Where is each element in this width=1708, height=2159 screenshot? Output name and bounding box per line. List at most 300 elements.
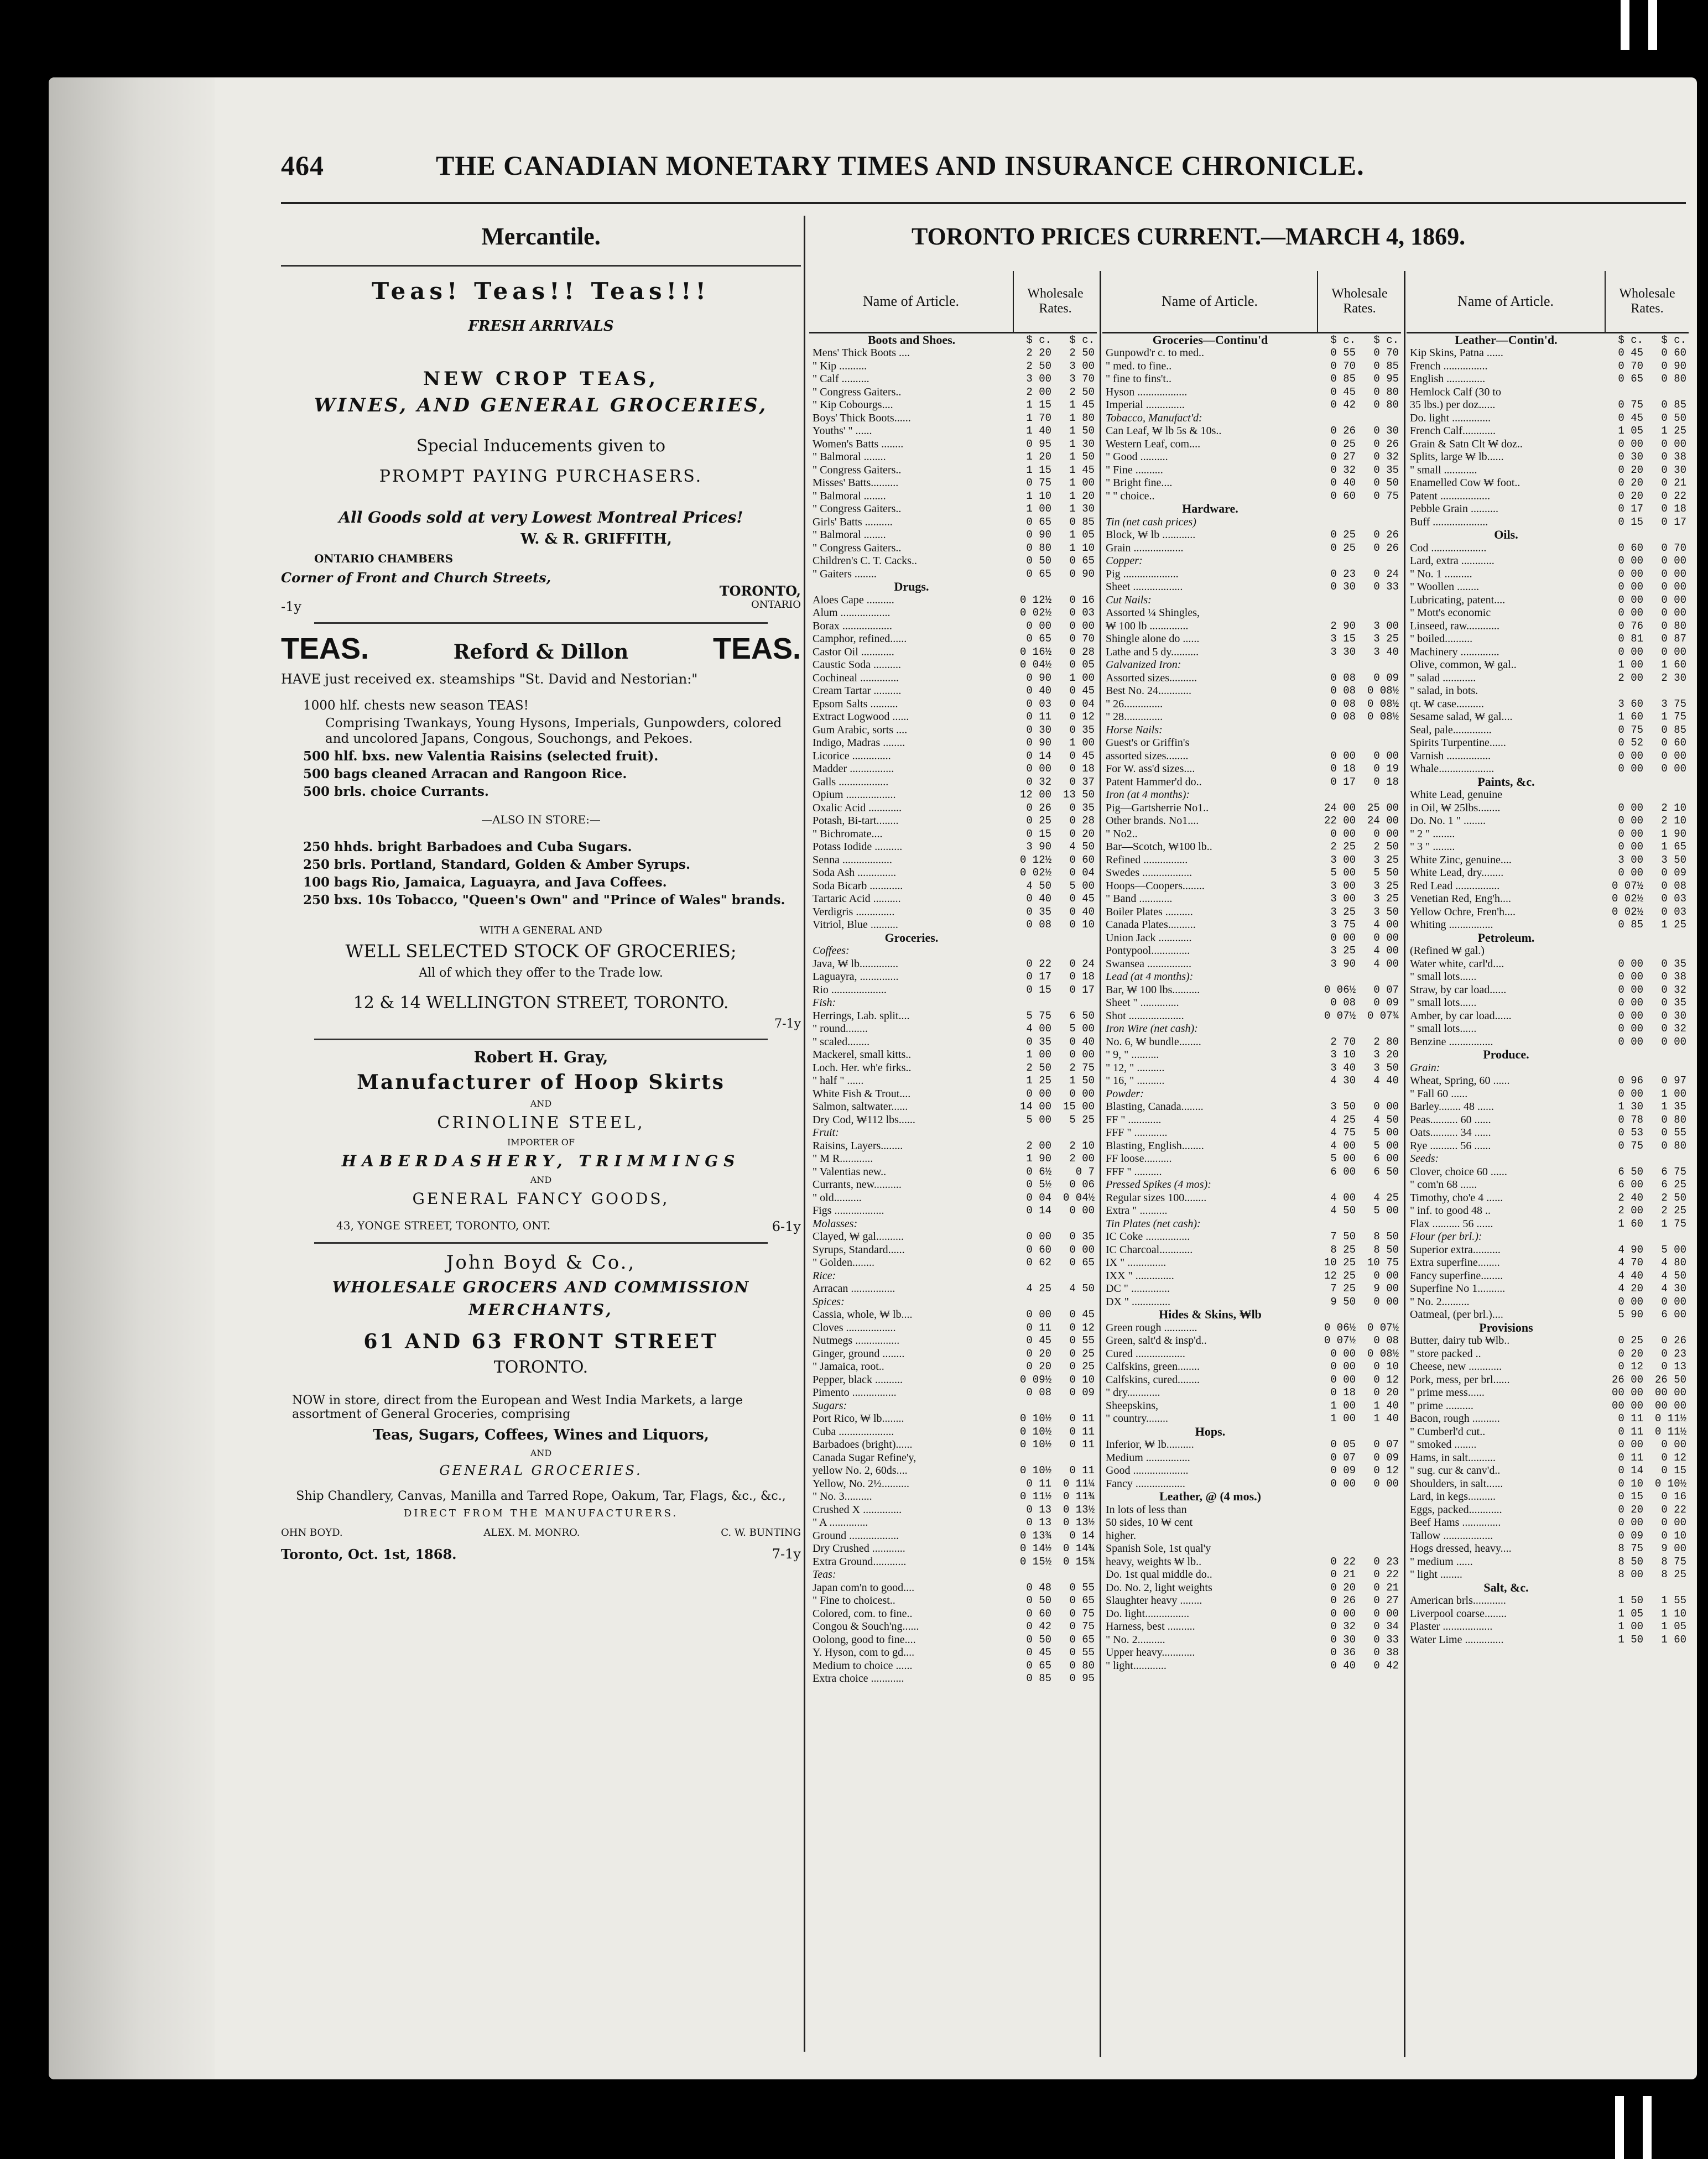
article-name: Hogs dressed, heavy.... — [1410, 1542, 1512, 1555]
price-row — [809, 1373, 1097, 1386]
price-row — [809, 1009, 1097, 1023]
price-row — [1102, 1101, 1401, 1114]
article-name: Tallow .................. — [1410, 1529, 1493, 1542]
article-name: Sheet " .............. — [1106, 997, 1179, 1009]
article-name: Peas.......... 60 ...... — [1410, 1113, 1491, 1126]
article-name: Wheat, Spring, 60 ...... — [1410, 1075, 1510, 1087]
article-name: Guest's or Griffin's — [1106, 737, 1190, 749]
ad4-street: 61 AND 63 FRONT STREET — [363, 1330, 718, 1353]
rate-low: 0 50 — [1026, 555, 1051, 567]
rate-high: 0 75 — [1069, 1620, 1095, 1633]
rate-high: 0 12 — [1069, 1321, 1095, 1334]
price-row — [809, 971, 1097, 984]
article-name: " Kip .......... — [813, 359, 867, 372]
article-name: Cloves .................. — [813, 1321, 896, 1334]
ad1-line5: All Goods sold at very Lowest Montreal Prices! — [339, 508, 743, 526]
rate-low: 0 08 — [1330, 997, 1356, 1009]
rate-low: 0 60 — [1026, 1607, 1051, 1620]
article-name: " 9, " .......... — [1106, 1049, 1159, 1061]
ad4-direct: DIRECT FROM THE MANUFACTURERS. — [403, 1508, 679, 1519]
rate-low: 0 07½ — [1324, 1334, 1356, 1347]
article-name: Whale.................... — [1410, 763, 1494, 775]
price-row — [1102, 671, 1401, 685]
rate-high: 1 35 — [1661, 1101, 1686, 1113]
ad2-item: Comprising Twankays, Young Hysons, Imperials, Gunpowders, colored and uncolored Japans, Congous, Souchongs, and Pekoes. — [325, 716, 782, 746]
rate-low: 0 08 — [1026, 919, 1051, 931]
rate-high: 0 22 — [1661, 489, 1686, 502]
rate-low: 1 50 — [1618, 1633, 1643, 1646]
rate-high: 0 65 — [1069, 555, 1095, 567]
price-row — [809, 593, 1097, 607]
rate-high: 1 30 — [1069, 437, 1095, 450]
price-row — [1102, 1659, 1401, 1672]
article-name: Soda Ash .............. — [813, 867, 897, 879]
rate-high: 0 85 — [1661, 399, 1686, 411]
article-name: " 2 " ........ — [1410, 827, 1455, 840]
article-name: Union Jack ............ — [1106, 931, 1192, 944]
rate-high: 3 25 — [1373, 853, 1399, 866]
price-row — [1407, 1191, 1689, 1204]
rate-high: 0 00 — [1661, 1516, 1686, 1529]
rate-low: 0 26 — [1330, 425, 1356, 437]
rate-high: 0 00 — [1661, 581, 1686, 593]
rate-high: 0 55 — [1069, 1581, 1095, 1594]
article-name: Pig .................... — [1106, 567, 1179, 580]
rate-low: 6 00 — [1330, 1165, 1356, 1178]
rate-low: 0 65 — [1026, 633, 1051, 645]
rate-low: 0 00 — [1330, 1477, 1356, 1490]
article-name: Indigo, Madras ........ — [813, 737, 905, 749]
article-name: Linseed, raw............ — [1410, 619, 1499, 632]
ad4-partner: C. W. BUNTING — [721, 1527, 801, 1539]
article-name: Y. Hyson, com to gd.... — [813, 1646, 915, 1659]
rate-high: 0 05 — [1069, 659, 1095, 671]
price-row — [809, 919, 1097, 932]
ad4-ship: Ship Chandlery, Canvas, Manilla and Tarred Rope, Oakum, Tar, Flags, &c., &c., — [296, 1489, 786, 1503]
rate-high: 0 40 — [1069, 905, 1095, 918]
price-row — [809, 1049, 1097, 1062]
prices-column-2 — [1102, 271, 1401, 2079]
rate-high: 0 10 — [1069, 1373, 1095, 1386]
rate-high: 0 00 — [1373, 1477, 1399, 1490]
rate-low: 9 50 — [1330, 1295, 1356, 1308]
rate-high: 3 50 — [1661, 853, 1686, 866]
price-row — [1102, 957, 1401, 971]
ad1-line2: WINES, AND GENERAL GROCERIES, — [314, 394, 768, 416]
rate-high: 0 35 — [1661, 957, 1686, 970]
rate-low: 0 08 — [1026, 1386, 1051, 1399]
price-row — [1407, 1568, 1689, 1582]
rate-low: 1 00 — [1618, 659, 1643, 671]
price-row — [1407, 1282, 1689, 1296]
rate-low: 4 50 — [1026, 879, 1051, 892]
price-row — [809, 645, 1097, 659]
price-row — [1102, 1503, 1401, 1516]
price-row — [1407, 997, 1689, 1010]
article-name: " small lots...... — [1410, 1023, 1477, 1035]
rate-high: 0 03 — [1661, 905, 1686, 918]
article-name: Spirits Turpentine...... — [1410, 737, 1506, 749]
price-row — [1407, 1243, 1689, 1256]
price-row — [809, 463, 1097, 477]
rate-high: 0 65 — [1069, 1256, 1095, 1269]
price-row — [1407, 1035, 1689, 1049]
rate-low: 0 70 — [1330, 359, 1356, 372]
price-row — [1102, 1009, 1401, 1023]
rate-high: 0 00 — [1661, 645, 1686, 658]
article-name: " light............ — [1106, 1659, 1167, 1672]
article-name: Blasting, English........ — [1106, 1139, 1204, 1152]
article-name: In lots of less than — [1106, 1503, 1187, 1516]
rate-high: 0 00 — [1373, 749, 1399, 762]
rate-low: 0 42 — [1026, 1620, 1051, 1633]
rate-low: 0 85 — [1618, 919, 1643, 931]
rate-low: 0 03 — [1026, 697, 1051, 710]
rate-low: 0 00 — [1330, 1360, 1356, 1373]
rate-low: 1 40 — [1026, 425, 1051, 437]
rate-low: 0 00 — [1618, 567, 1643, 580]
article-name: Currants, new.......... — [813, 1178, 902, 1191]
rate-low: 0 90 — [1026, 737, 1051, 749]
rate-low: 0 17 — [1330, 775, 1356, 788]
article-name: Caustic Soda .......... — [813, 659, 901, 671]
rate-low: 0 20 — [1026, 1347, 1051, 1360]
rate-high: 2 10 — [1069, 1139, 1095, 1152]
article-name: Spanish Sole, 1st qual'y — [1106, 1542, 1211, 1555]
article-name: Block, ₩ lb ............ — [1106, 529, 1196, 541]
rate-high: 0 65 — [1069, 1633, 1095, 1646]
article-name: Verdigris .............. — [813, 905, 895, 918]
price-row — [1407, 541, 1689, 555]
article-name: Assorted ¼ Shingles, — [1106, 607, 1200, 619]
price-row — [809, 1412, 1097, 1426]
rate-low: 0 00 — [1618, 827, 1643, 840]
rate-low: 0 06½ — [1324, 1321, 1356, 1334]
price-row — [1102, 1152, 1401, 1166]
rate-high: 2 75 — [1069, 1061, 1095, 1074]
price-row — [1407, 437, 1689, 451]
article-name: Benzine ................ — [1410, 1035, 1493, 1048]
price-row — [1102, 437, 1401, 451]
price-row — [809, 1529, 1097, 1542]
price-row — [1102, 541, 1401, 555]
article-name: Extra " .......... — [1106, 1204, 1168, 1217]
rate-low: 1 15 — [1026, 463, 1051, 476]
price-row — [809, 957, 1097, 971]
rate-low: 3 50 — [1330, 1101, 1356, 1113]
price-subheading — [809, 1568, 1097, 1582]
rate-high: 8 50 — [1373, 1230, 1399, 1243]
rate-high: 1 25 — [1661, 425, 1686, 437]
rate-low: 0 17 — [1618, 503, 1643, 515]
article-name: Castor Oil ............ — [813, 645, 894, 658]
rate-low: 0 90 — [1026, 529, 1051, 541]
article-name: Inferior, ₩ lb.......... — [1106, 1438, 1194, 1451]
rate-low: 0 00 — [1618, 983, 1643, 996]
article-name: Teas: — [813, 1568, 836, 1581]
rate-low: 0 00 — [1330, 1347, 1356, 1360]
price-row — [1102, 685, 1401, 698]
price-row — [1102, 1464, 1401, 1478]
ad4-gen: GENERAL GROCERIES. — [439, 1463, 643, 1478]
rate-low: 1 20 — [1026, 451, 1051, 463]
column-header — [1102, 271, 1401, 333]
rate-low: 0 81 — [1618, 633, 1643, 645]
article-name: IXX " .............. — [1106, 1269, 1174, 1282]
rate-low: 0 21 — [1330, 1568, 1356, 1581]
article-name: Boys' Thick Boots...... — [813, 411, 911, 424]
article-name: Cut Nails: — [1106, 593, 1152, 606]
rate-high: 0 00 — [1373, 827, 1399, 840]
rate-high: 2 30 — [1661, 671, 1686, 684]
rate-low: 0 65 — [1026, 1659, 1051, 1672]
mercantile-column — [281, 216, 801, 2041]
ad3-name: Robert H. Gray, — [473, 1048, 608, 1066]
rate-low: 0 00 — [1330, 931, 1356, 944]
price-row — [809, 815, 1097, 828]
ad1-addr1: ONTARIO CHAMBERS — [314, 552, 454, 565]
rate-low: 1 00 — [1618, 1620, 1643, 1633]
rate-high: 0 33 — [1373, 1633, 1399, 1646]
rate-high: 2 10 — [1661, 801, 1686, 814]
article-name: Harness, best .......... — [1106, 1620, 1195, 1633]
article-name: " prime mess...... — [1410, 1386, 1485, 1399]
rate-high: 0 10½ — [1654, 1477, 1686, 1490]
article-name: Do. 1st qual middle do.. — [1106, 1568, 1212, 1581]
rate-high: 1 65 — [1661, 841, 1686, 853]
ad3-title: Manufacturer of Hoop Skirts — [357, 1071, 725, 1094]
price-row — [1407, 645, 1689, 659]
rate-high: 1 55 — [1661, 1594, 1686, 1607]
newspaper-page — [49, 77, 1697, 2079]
rate-low: 0 75 — [1026, 477, 1051, 489]
price-row — [809, 515, 1097, 529]
article-name: Tobacco, Manufact'd: — [1106, 411, 1202, 424]
price-row — [1102, 1542, 1401, 1556]
price-row — [1407, 593, 1689, 607]
rate-high: 0 00 — [1373, 1269, 1399, 1282]
price-row — [1407, 1477, 1689, 1490]
rate-high: 0 03 — [1661, 893, 1686, 905]
article-name: Fancy superfine........ — [1410, 1269, 1503, 1282]
article-name: " salad, in bots. — [1410, 685, 1478, 697]
rate-low: 0 15 — [1026, 983, 1051, 996]
rate-high: 0 04 — [1069, 697, 1095, 710]
article-name: Grain & Satn Clt ₩ doz.. — [1410, 437, 1523, 450]
article-name: Soda Bicarb ............ — [813, 879, 903, 892]
column-header — [1407, 271, 1689, 333]
rate-high: 0 38 — [1373, 1646, 1399, 1659]
article-name: Upper heavy............ — [1106, 1646, 1195, 1659]
rate-low: 0 11 — [1618, 1451, 1643, 1464]
rate-low: 2 50 — [1026, 1061, 1051, 1074]
rate-high: 0 38 — [1661, 451, 1686, 463]
article-name: Flour (per brl.): — [1410, 1230, 1482, 1243]
price-subheading — [1102, 1217, 1401, 1230]
rate-high: 0 07 — [1373, 1438, 1399, 1451]
rate-low: 1 60 — [1618, 711, 1643, 723]
rate-low: 0 07½ — [1324, 1009, 1356, 1022]
price-row — [1407, 853, 1689, 867]
price-row — [809, 763, 1097, 776]
rate-low: 0 08 — [1330, 671, 1356, 684]
article-name: Cuba .................... — [813, 1425, 894, 1438]
rate-high: 0 90 — [1069, 567, 1095, 580]
rate-low: 0 96 — [1618, 1075, 1643, 1087]
rate-low: 0 75 — [1618, 399, 1643, 411]
ad2-firm: Reford & Dillon — [453, 640, 629, 664]
price-row — [1102, 1127, 1401, 1140]
rate-high: 0 00 — [1069, 1243, 1095, 1256]
price-row — [1102, 749, 1401, 763]
price-row — [809, 1438, 1097, 1452]
rate-low: 0 52 — [1618, 737, 1643, 749]
rate-high: 0 80 — [1661, 1113, 1686, 1126]
price-row — [809, 1101, 1097, 1114]
rate-high: 0 60 — [1069, 853, 1095, 866]
article-name: Epsom Salts .......... — [813, 697, 898, 710]
price-row — [809, 1334, 1097, 1348]
article-name: Tin Plates (net cash): — [1106, 1217, 1201, 1230]
rate-high: 5 00 — [1373, 1204, 1399, 1217]
article-name: Buff .................... — [1410, 515, 1488, 528]
price-row — [1407, 1529, 1689, 1542]
rate-low: 1 00 — [1330, 1412, 1356, 1425]
ad1-line3: Special Inducements given to — [416, 436, 666, 456]
rate-low: 0 45 — [1026, 1646, 1051, 1659]
rate-low: 7 50 — [1330, 1230, 1356, 1243]
price-row — [1102, 451, 1401, 464]
rate-low: 0 78 — [1618, 1113, 1643, 1126]
price-subheading — [1407, 1152, 1689, 1166]
rate-high: 6 50 — [1373, 1165, 1399, 1178]
rate-low: 5 75 — [1026, 1009, 1051, 1022]
rate-low: 0 09½ — [1019, 1373, 1051, 1386]
article-name: " smoked ........ — [1410, 1438, 1477, 1451]
article-name: Hops. — [1195, 1425, 1226, 1438]
rate-high: 0 08½ — [1367, 711, 1399, 723]
rate-low: 0 00 — [1618, 815, 1643, 827]
film-mark-bottom-2 — [1643, 2096, 1652, 2159]
price-row — [809, 1152, 1097, 1166]
rate-low: 5 00 — [1330, 867, 1356, 879]
price-row — [1102, 983, 1401, 997]
rate-low: 0 85 — [1026, 1672, 1051, 1685]
rate-low: 3 00 — [1026, 373, 1051, 385]
article-name: " Fine .......... — [1106, 463, 1163, 476]
rate-low: 0 30 — [1330, 581, 1356, 593]
rate-high: 3 70 — [1069, 373, 1095, 385]
price-subheading — [1102, 555, 1401, 568]
rate-high: 0 28 — [1069, 815, 1095, 827]
price-row — [809, 1425, 1097, 1438]
article-name: " Valentias new.. — [813, 1165, 887, 1178]
price-row — [1407, 1516, 1689, 1530]
article-name: Potass Iodide .......... — [813, 841, 903, 853]
article-name: " Congress Gaiters.. — [813, 541, 902, 554]
price-row — [809, 685, 1097, 698]
article-name: Rio .................... — [813, 983, 887, 996]
rate-high: 1 30 — [1069, 503, 1095, 515]
article-name: Splits, large ₩ lb...... — [1410, 451, 1504, 463]
rate-high: 0 20 — [1069, 827, 1095, 840]
rate-high: 0 00 — [1661, 763, 1686, 775]
article-name: Crushed X .............. — [813, 1503, 902, 1516]
rate-low: 0 00 — [1618, 1023, 1643, 1035]
article-name: Pork, mess, per brl...... — [1410, 1373, 1510, 1386]
prices-column-3 — [1407, 271, 1689, 2079]
rate-low: 0 40 — [1026, 893, 1051, 905]
ad2-street: 12 & 14 WELLINGTON STREET, TORONTO. — [353, 993, 729, 1013]
rate-high: 2 00 — [1069, 1152, 1095, 1165]
price-row — [1102, 945, 1401, 958]
rate-high: 0 12 — [1373, 1464, 1399, 1477]
rate-high: 0 37 — [1069, 775, 1095, 788]
article-name: " Balmoral ........ — [813, 529, 886, 541]
column-header — [809, 271, 1097, 333]
price-row — [809, 1620, 1097, 1634]
price-row — [1407, 1127, 1689, 1140]
price-row — [1102, 827, 1401, 841]
rate-low: 3 00 — [1330, 879, 1356, 892]
article-name: Hyson .................. — [1106, 385, 1188, 398]
rate-high: 1 45 — [1069, 463, 1095, 476]
article-name: Seeds: — [1410, 1152, 1439, 1165]
article-name: Loch. Her. wh'e firks.. — [813, 1061, 912, 1074]
price-row — [1407, 659, 1689, 672]
price-row — [809, 775, 1097, 789]
price-row — [809, 801, 1097, 815]
rate-high: 0 45 — [1069, 685, 1095, 697]
article-name: " Congress Gaiters.. — [813, 503, 902, 515]
rate-high: 0 00 — [1661, 1295, 1686, 1308]
article-name: Slaughter heavy ........ — [1106, 1594, 1202, 1607]
price-row — [809, 1646, 1097, 1660]
rate-low: 0 00 — [1618, 997, 1643, 1009]
ad3-code: 6-1y — [772, 1219, 801, 1234]
article-name: Groceries—Continu'd — [1152, 333, 1268, 346]
ad2-teas-right: TEAS. — [712, 632, 801, 665]
ad2-code: 7-1y — [774, 1017, 801, 1031]
price-row — [1407, 815, 1689, 828]
article-name: Figs .................. — [813, 1204, 884, 1217]
article-name: Oils. — [1494, 529, 1518, 541]
price-row — [1102, 1529, 1401, 1542]
rate-high: 0 55 — [1661, 1127, 1686, 1139]
price-row — [1102, 1607, 1401, 1620]
rate-low: 2 00 — [1618, 671, 1643, 684]
price-row — [1407, 827, 1689, 841]
article-name: " Golden........ — [813, 1256, 875, 1269]
rate-low: 8 25 — [1330, 1243, 1356, 1256]
article-name: French Calf............ — [1410, 425, 1496, 437]
article-name: Children's C. T. Cacks.. — [813, 555, 917, 567]
article-name: " Mott's economic — [1410, 607, 1491, 619]
price-row — [1102, 931, 1401, 945]
article-name: IC Charcoal............ — [1106, 1243, 1193, 1256]
price-section-heading — [809, 581, 1097, 594]
rate-low: 0 11 — [1026, 1321, 1051, 1334]
price-row — [1407, 1633, 1689, 1646]
article-name: " Good .......... — [1106, 451, 1168, 463]
price-row — [1102, 997, 1401, 1010]
article-name: Other brands. No1.... — [1106, 815, 1199, 827]
rate-low: 0 00 — [1026, 763, 1051, 775]
header-wholesale-rates: Wholesale Rates. — [1013, 271, 1097, 332]
price-row — [809, 1542, 1097, 1556]
article-name: Mens' Thick Boots .... — [813, 347, 910, 359]
rate-high: 6 50 — [1069, 1009, 1095, 1022]
